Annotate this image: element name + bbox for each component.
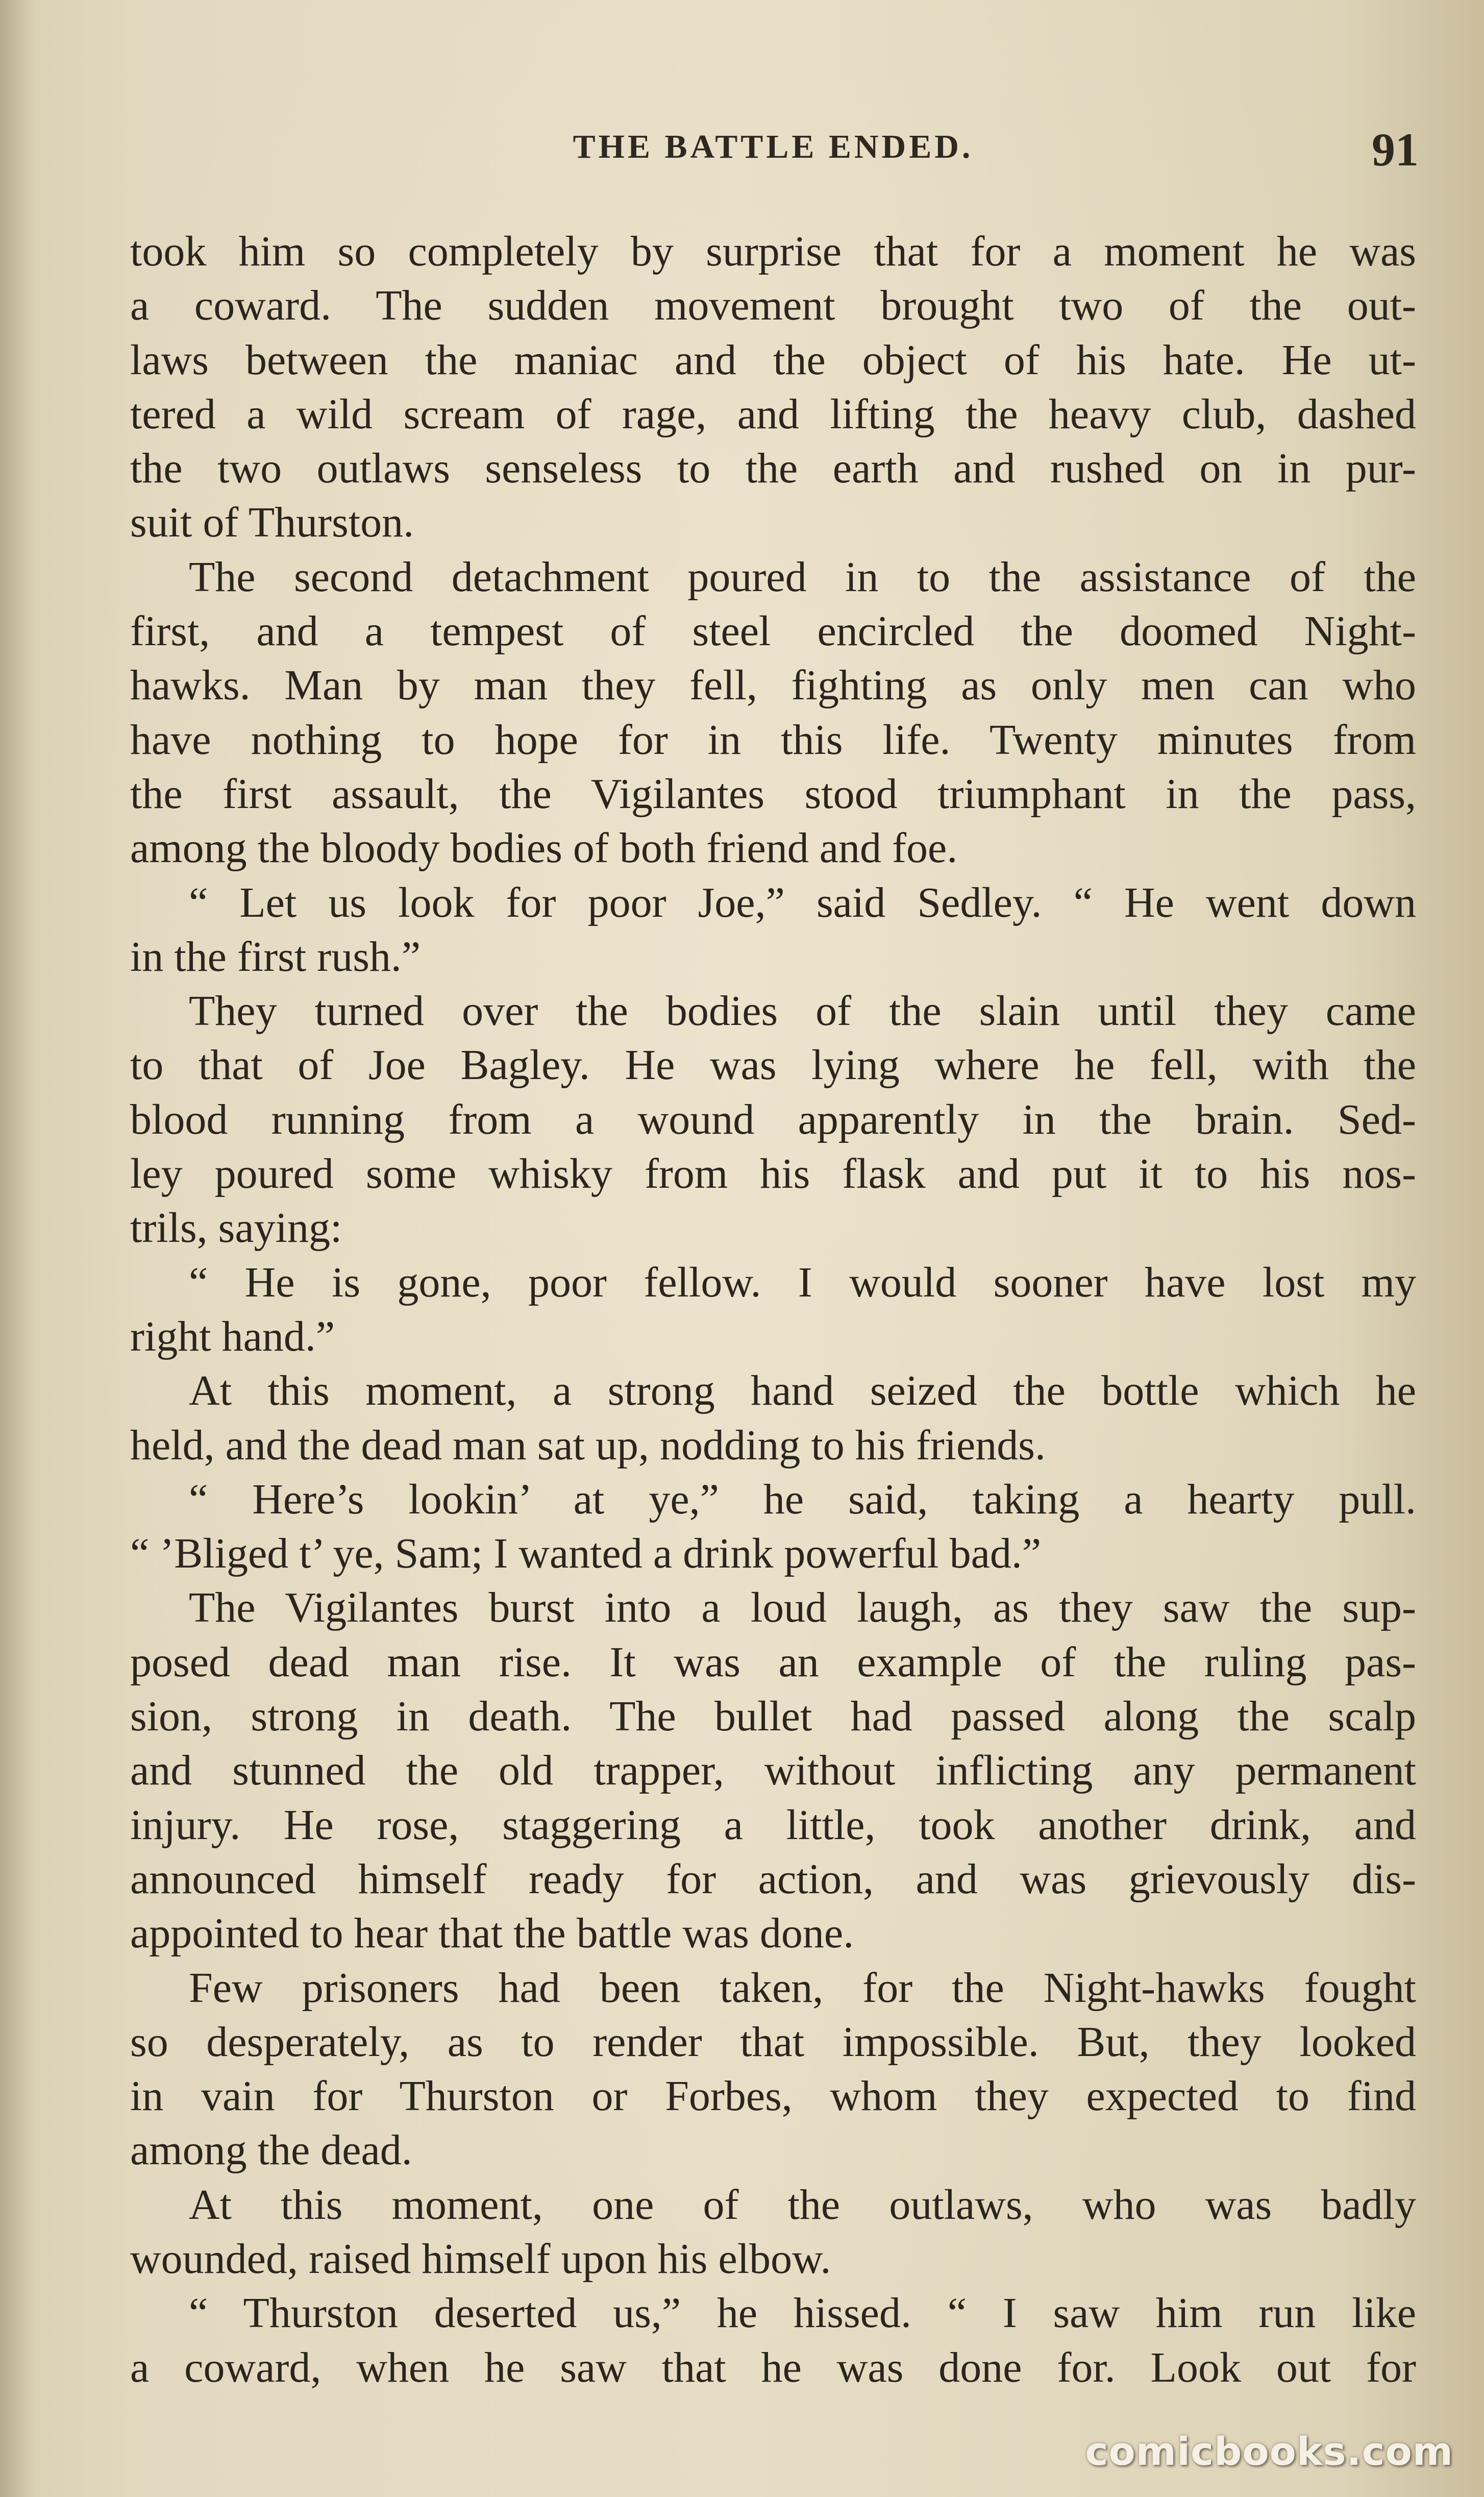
watermark-logo: comicbooks.com: [1085, 2429, 1453, 2474]
text-line: took him so completely by surprise that for a moment he was: [130, 228, 1416, 275]
page-number: 91: [1372, 124, 1419, 176]
running-head: THE BATTLE ENDED.: [573, 128, 974, 165]
text-line: in the first rush.”: [130, 933, 421, 981]
text-line: injury. He rose, staggering a little, took another drink, and: [130, 1801, 1416, 1849]
text-line: ley poured some whisky from his flask and put it to his nos-: [130, 1150, 1416, 1198]
text-line: laws between the maniac and the object of his hate. He ut-: [130, 336, 1416, 384]
text-line: “ ’Bliged t’ ye, Sam; I wanted a drink powerful bad.”: [130, 1530, 1042, 1578]
text-line: At this moment, a strong hand seized the bottle which he: [189, 1367, 1416, 1415]
text-line: held, and the dead man sat up, nodding to his friends.: [130, 1421, 1046, 1469]
text-line: a coward. The sudden movement brought two of the out-: [130, 282, 1416, 330]
page-shadow: [0, 0, 36, 2497]
text-line: “ He is gone, poor fellow. I would sooner have lost my: [189, 1258, 1416, 1306]
text-line: a coward, when he saw that he was done for. Look out for: [130, 2343, 1416, 2391]
text-line: “ Let us look for poor Joe,” said Sedley. “ He went down: [189, 878, 1416, 926]
text-line: first, and a tempest of steel encircled the doomed Night-: [130, 607, 1416, 655]
text-line: Few prisoners had been taken, for the Night-hawks fought: [189, 1964, 1416, 2012]
text-line: “ Thurston deserted us,” he hissed. “ I saw him run like: [189, 2289, 1416, 2337]
text-line: “ Here’s lookin’ at ye,” he said, taking a hearty pull.: [189, 1475, 1416, 1523]
text-line: in vain for Thurston or Forbes, whom they expected to find: [130, 2072, 1416, 2120]
text-line: They turned over the bodies of the slain until they came: [189, 987, 1416, 1035]
text-line: The second detachment poured in to the assistance of the: [189, 553, 1416, 601]
text-line: right hand.”: [130, 1312, 335, 1360]
text-line: the two outlaws senseless to the earth and rushed on in pur-: [130, 445, 1416, 493]
text-line: among the bloody bodies of both friend and foe.: [130, 824, 958, 872]
text-line: tered a wild scream of rage, and lifting the heavy club, dashed: [130, 390, 1416, 438]
text-line: and stunned the old trapper, without inflicting any permanent: [130, 1747, 1416, 1795]
text-line: posed dead man rise. It was an example of the ruling pas-: [130, 1638, 1416, 1686]
text-line: so desperately, as to render that impossible. But, they looked: [130, 2018, 1416, 2066]
text-line: among the dead.: [130, 2126, 412, 2174]
text-line: the first assault, the Vigilantes stood triumphant in the pass,: [130, 770, 1416, 818]
text-line: sion, strong in death. The bullet had passed along the scalp: [130, 1693, 1416, 1741]
body-text: [130, 225, 1416, 2395]
text-line: trils, saying:: [130, 1204, 342, 1252]
text-line: have nothing to hope for in this life. Twenty minutes from: [130, 716, 1416, 764]
text-line: blood running from a wound apparently in the brain. Sed-: [130, 1095, 1416, 1143]
text-line: to that of Joe Bagley. He was lying where he fell, with the: [130, 1041, 1416, 1089]
text-line: suit of Thurston.: [130, 499, 414, 547]
text-line: announced himself ready for action, and was grievously dis-: [130, 1855, 1416, 1903]
text-line: wounded, raised himself upon his elbow.: [130, 2235, 831, 2283]
page-header: [128, 123, 1419, 184]
text-line: The Vigilantes burst into a loud laugh, as they saw the sup-: [189, 1584, 1416, 1632]
text-line: At this moment, one of the outlaws, who was badly: [189, 2181, 1416, 2229]
text-line: hawks. Man by man they fell, fighting as only men can who: [130, 662, 1416, 709]
text-line: appointed to hear that the battle was done.: [130, 1910, 854, 1957]
